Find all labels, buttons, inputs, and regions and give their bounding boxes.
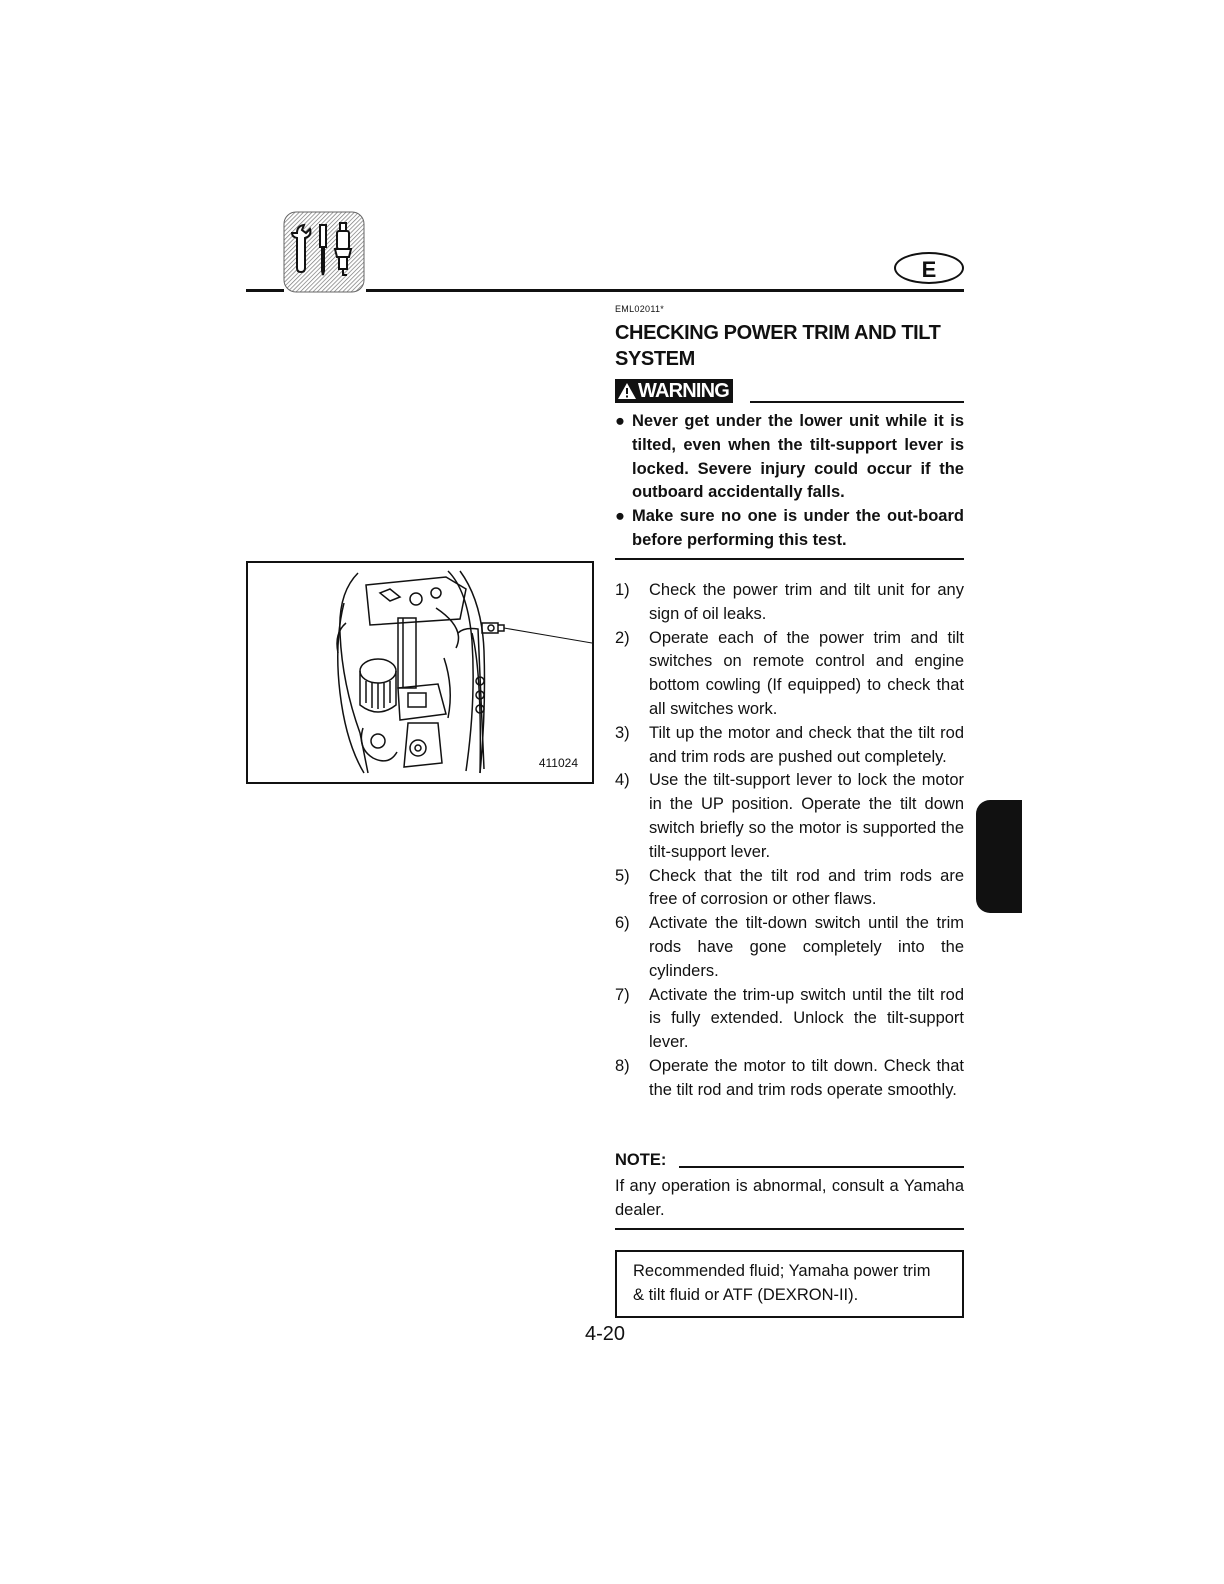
step-number: 8) [615,1056,630,1075]
procedure-steps [615,579,964,1103]
step-number: 3) [615,723,630,742]
procedure-step [615,1055,964,1103]
figure-box [246,561,594,784]
warning-list [615,410,964,553]
warning-end-rule [615,558,964,560]
power-trim-tilt-unit-illustration [248,563,592,782]
header-rule-left [246,289,284,292]
step-number: 5) [615,866,630,885]
warning-label-text: WARNING [638,380,730,402]
procedure-step [615,984,964,1055]
step-number: 2) [615,628,630,647]
warning-item-text: Make sure no one is under the out-board before performing this test. [632,507,964,549]
warning-label [615,379,733,403]
recommended-fluid-text: Recommended fluid; Yamaha power trim & tilt fluid or ATF (DEXRON-II). [633,1262,931,1304]
figure-number: 411024 [538,756,578,770]
note-rule [679,1166,964,1168]
step-text: Use the tilt-support lever to lock the motor in the UP position. Operate the tilt down switch briefly so the motor is supported the tilt-support lever. [649,771,964,861]
warning-triangle-icon [617,382,637,400]
step-text: Operate the motor to tilt down. Check that the tilt rod and trim rods operate smoothly. [649,1056,964,1099]
maintenance-tools-icon [283,211,365,293]
procedure-step [615,865,964,913]
page-number: 4-20 [584,1323,626,1345]
language-badge: E [894,252,964,284]
warning-item [615,505,964,553]
section-title: CHECKING POWER TRIM AND TILT SYSTEM [615,322,941,370]
step-text: Activate the trim-up switch until the tilt rod is fully extended. Unlock the tilt-support lever. [649,985,964,1052]
step-number: 6) [615,914,630,933]
header-rule-right [366,289,964,292]
step-text: Operate each of the power trim and tilt switches on remote control and engine bottom cowling (If equipped) to check that all switches work. [649,628,964,718]
warning-item-text: Never get under the lower unit while it is tilted, even when the tilt-support lever is locked. Severe injury could occur if the outboard accidentally falls. [632,412,964,502]
recommended-fluid-box [615,1250,964,1318]
procedure-step [615,579,964,627]
procedure-step [615,627,964,722]
step-text: Activate the tilt-down switch until the trim rods have gone completely into the cylinders. [649,914,964,980]
procedure-step [615,769,964,864]
note-text: If any operation is abnormal, consult a Yamaha dealer. [615,1177,964,1219]
procedure-step [615,912,964,983]
note-end-rule [615,1228,964,1230]
step-number: 1) [615,581,630,599]
step-text: Tilt up the motor and check that the tilt rod and trim rods are pushed out completely. [649,723,964,766]
step-number: 7) [615,985,630,1004]
procedure-step [615,722,964,770]
bullet-icon: ● [615,412,625,430]
note-label: NOTE: [615,1151,667,1169]
bullet-icon: ● [615,507,625,526]
warning-item [615,410,964,505]
step-text: Check the power trim and tilt unit for any sign of oil leaks. [649,581,964,623]
step-text: Check that the tilt rod and trim rods are free of corrosion or other flaws. [649,866,964,909]
chapter-thumb-tab [976,800,1022,913]
document-code: EML02011* [615,304,665,314]
warning-rule [750,401,964,403]
step-number: 4) [615,771,630,790]
